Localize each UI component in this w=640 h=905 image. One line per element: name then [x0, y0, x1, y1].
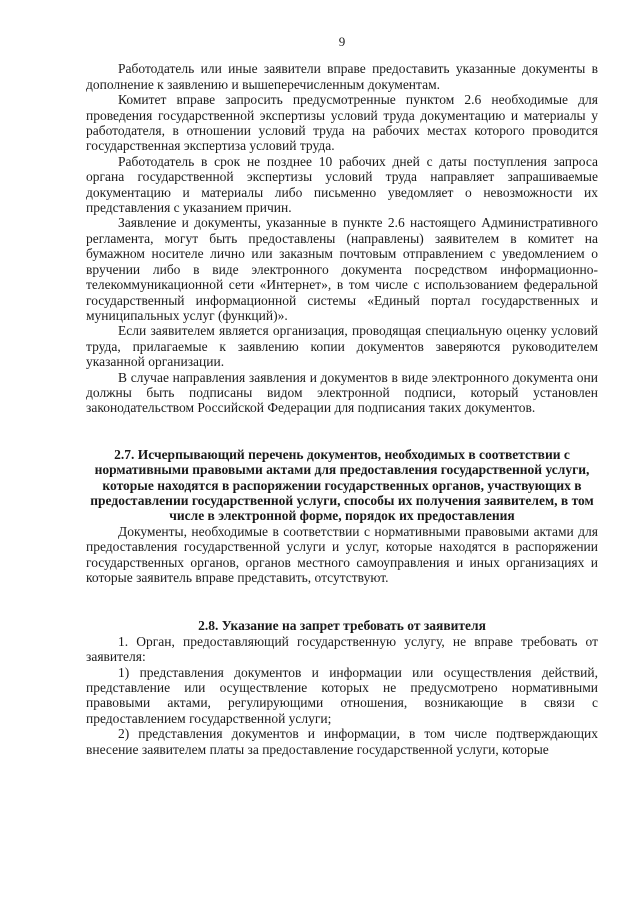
- paragraph-submission-methods: Заявление и документы, указанные в пункте 2.6 настоящего Административного регламента, могут быть предоставлены (направлены) заявителем в комитет на бумажном носителе лично или заказным почтовым отправлением с уведомлением о вручении либо в виде электронного документа посредством информационно-телекоммуникационной сети «Интернет», в том числе с использованием федеральной государственный информационной системы «Единый портал государственных и муниципальных услуг (функций)».: [86, 215, 598, 323]
- paragraph-employer-deadline: Работодатель в срок не позднее 10 рабочих дней с даты поступления запроса органа государственной экспертизы условий труда направляет запрашиваемые документацию и материалы либо письменно уведомляет о невозможности их представления с указанием причин.: [86, 153, 598, 216]
- section-2-8-item-2: 2) представления документов и информации, в том числе подтверждающих внесение заявителем платы за предоставление государственной услуги, которые: [86, 726, 598, 757]
- section-2-7-body: Документы, необходимые в соответствии с нормативными правовыми актами для предоставления государственной услуги и услуг, которые находятся в распоряжении государственных органов, органов местного самоуправления и иных организациях и которые заявитель вправе представить, отсутствуют.: [86, 523, 598, 585]
- paragraph-organization-certification: Если заявителем является организация, проводящая специальную оценку условий труда, прилагаемые к заявлению копии документов заверяются руководителем указанной организации.: [86, 323, 598, 370]
- section-heading-2-8: 2.8. Указание на запрет требовать от заявителя: [198, 618, 486, 634]
- paragraph-committee-request: Комитет вправе запросить предусмотренные пунктом 2.6 необходимые для проведения государственной экспертизы условий труда документацию и материалы у работодателя, в отношении условий труда на рабочих местах которого проводится государственная экспертиза условий труда.: [86, 92, 598, 154]
- page-number: 9: [338, 34, 346, 49]
- paragraph-electronic-signature: В случае направления заявления и документов в виде электронного документа они должны быть подписаны видом электронной подписи, который установлен законодательством Российской Федерации для подписания таких документов.: [86, 369, 598, 416]
- paragraph-applicants-right: Работодатель или иные заявители вправе предоставить указанные документы в дополнение к заявлению и вышеперечисленным документам.: [86, 61, 598, 92]
- section-heading-2-7: 2.7. Исчерпывающий перечень документов, необходимых в соответствии с нормативными правовыми актами для предоставления государственной услуги, которые находятся в распоряжении государственных органов, участвующих в предоставлении государственной услуги, способы их получения заявителем, в том числе в электронной форме, порядок их предоставления: [90, 446, 594, 524]
- section-2-8-intro: 1. Орган, предоставляющий государственную услугу, не вправе требовать от заявителя:: [86, 633, 598, 665]
- section-2-8-item-1: 1) представления документов и информации или осуществления действий, представление или осуществление которых не предусмотрено нормативными правовыми актами, регулирующими отношения, возникающие в связи с предоставлением государственной услуги;: [86, 664, 598, 726]
- document-page: [86, 34, 598, 757]
